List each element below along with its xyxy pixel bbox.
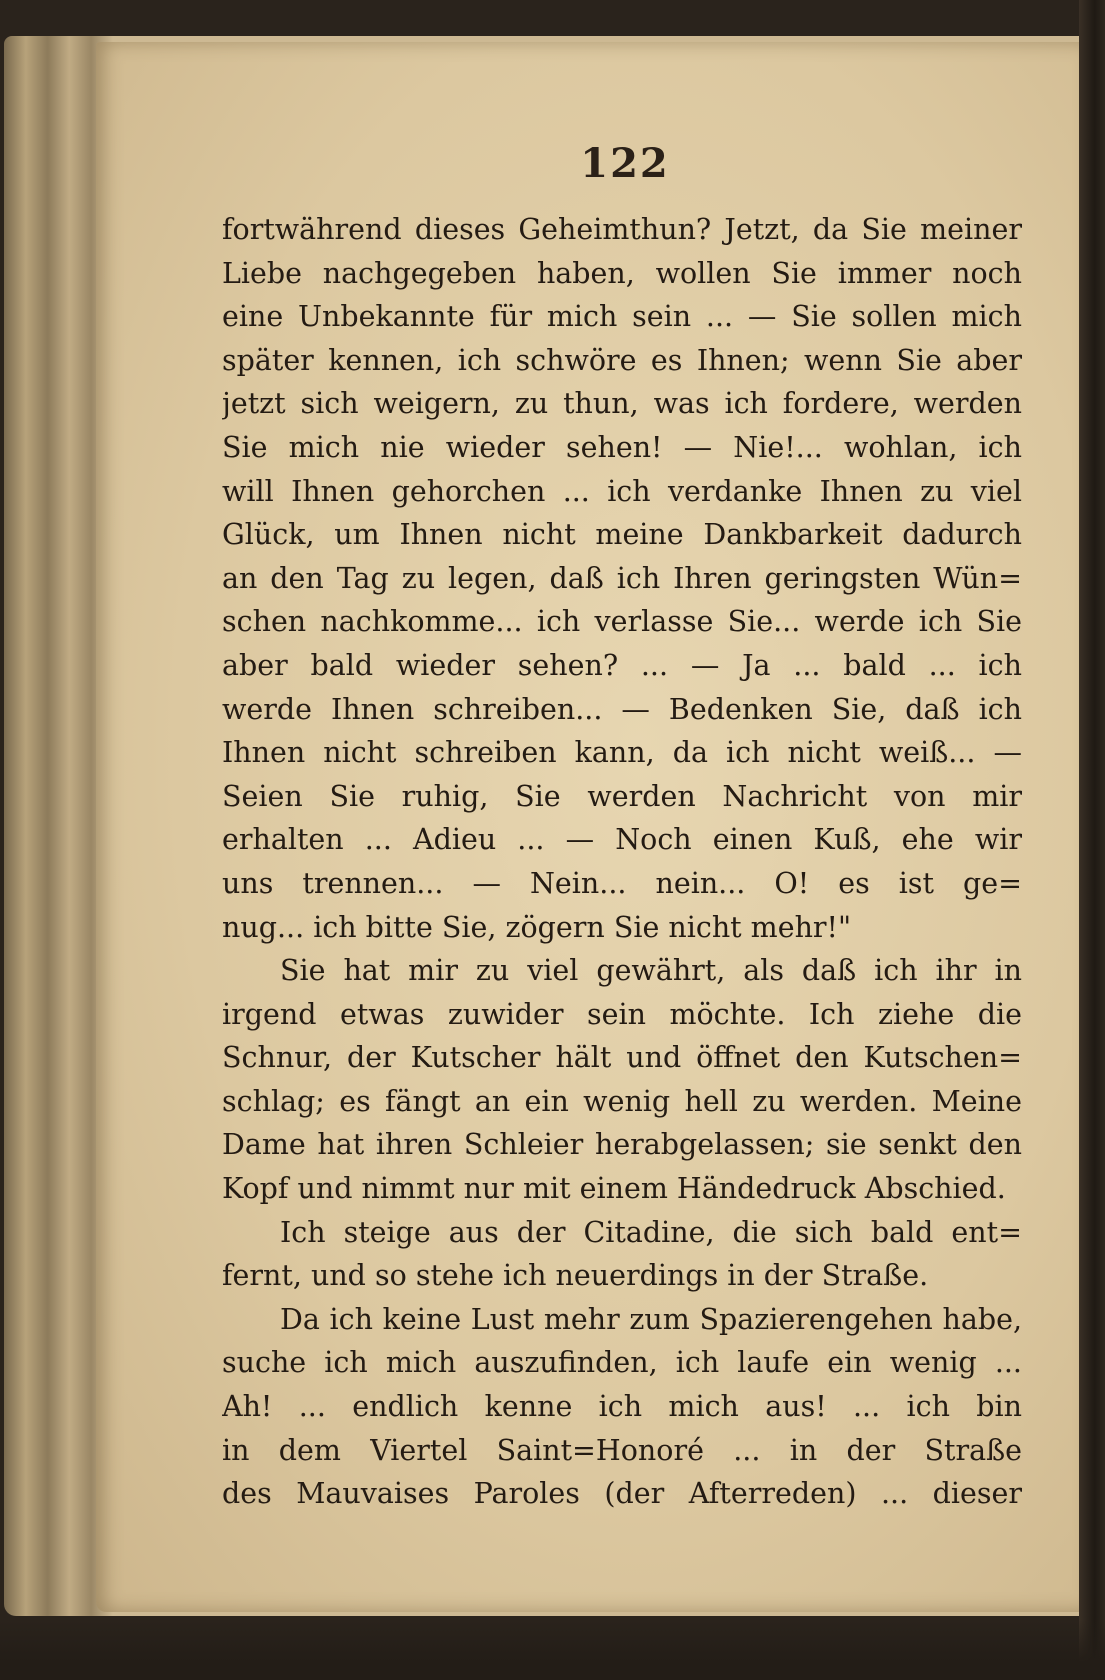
text-line: Kopf und nimmt nur mit einem Händedruck Abschied.	[222, 1172, 1006, 1206]
page-number: 122	[580, 140, 670, 187]
text-line: erhalten ... Adieu ... — Noch einen Kuß, ehe wir	[222, 823, 1022, 857]
text-line: Dame hat ihren Schleier herabgelassen; sie senkt den	[222, 1128, 1022, 1162]
text-line: des Mauvaises Paroles (der Afterreden) ... dieser	[222, 1477, 1022, 1511]
text-line: Ich steige aus der Citadine, die sich bald ent=	[280, 1215, 1022, 1249]
text-line: später kennen, ich schwöre es Ihnen; wenn Sie aber	[222, 343, 1022, 377]
text-line: jetzt sich weigern, zu thun, was ich fordere, werden	[222, 387, 1022, 421]
text-line: uns trennen... — Nein... nein... O! es ist ge=	[222, 866, 1022, 900]
text-line: will Ihnen gehorchen ... ich verdanke Ihnen zu viel	[222, 474, 1022, 508]
text-line: eine Unbekannte für mich sein ... — Sie sollen mich	[222, 300, 1022, 334]
text-line: an den Tag zu legen, daß ich Ihren geringsten Wün=	[222, 561, 1022, 595]
text-line: Schnur, der Kutscher hält und öffnet den Kutschen=	[222, 1041, 1022, 1075]
text-line: werde Ihnen schreiben... — Bedenken Sie, daß ich	[222, 692, 1022, 726]
text-line: Seien Sie ruhig, Sie werden Nachricht von mir	[222, 779, 1022, 813]
text-line: schlag; es fängt an ein wenig hell zu werden. Meine	[222, 1084, 1022, 1118]
text-line: Liebe nachgegeben haben, wollen Sie immer noch	[222, 256, 1022, 290]
text-line: Glück, um Ihnen nicht meine Dankbarkeit dadurch	[222, 518, 1022, 552]
text-line: fortwährend dieses Geheimthun? Jetzt, da Sie meiner	[222, 213, 1022, 246]
body-text	[222, 208, 1022, 1516]
text-line: aber bald wieder sehen? ... — Ja ... bald ... ich	[222, 648, 1022, 682]
text-line: fernt, und so stehe ich neuerdings in der Straße.	[222, 1259, 929, 1293]
text-line: Ihnen nicht schreiben kann, da ich nicht weiß... —	[222, 736, 1022, 770]
text-line: in dem Viertel Saint=Honoré ... in der Straße	[222, 1433, 1022, 1467]
text-line: irgend etwas zuwider sein möchte. Ich ziehe die	[222, 997, 1022, 1031]
right-binding-edge	[1079, 0, 1105, 1680]
text-line: Ah! ... endlich kenne ich mich aus! ... ich bin	[222, 1390, 1022, 1424]
text-line: Sie hat mir zu viel gewährt, als daß ich ihr in	[280, 954, 1022, 988]
text-line: Da ich keine Lust mehr zum Spazierengehen habe,	[280, 1302, 1022, 1336]
bottom-shadow	[0, 1620, 1105, 1680]
text-line: Sie mich nie wieder sehen! — Nie!... wohlan, ich	[222, 430, 1022, 464]
text-line: suche ich mich auszufinden, ich laufe ein wenig ...	[222, 1346, 1022, 1380]
text-line: schen nachkomme... ich verlasse Sie... werde ich Sie	[222, 605, 1022, 639]
text-line: nug... ich bitte Sie, zögern Sie nicht mehr!"	[222, 910, 852, 944]
